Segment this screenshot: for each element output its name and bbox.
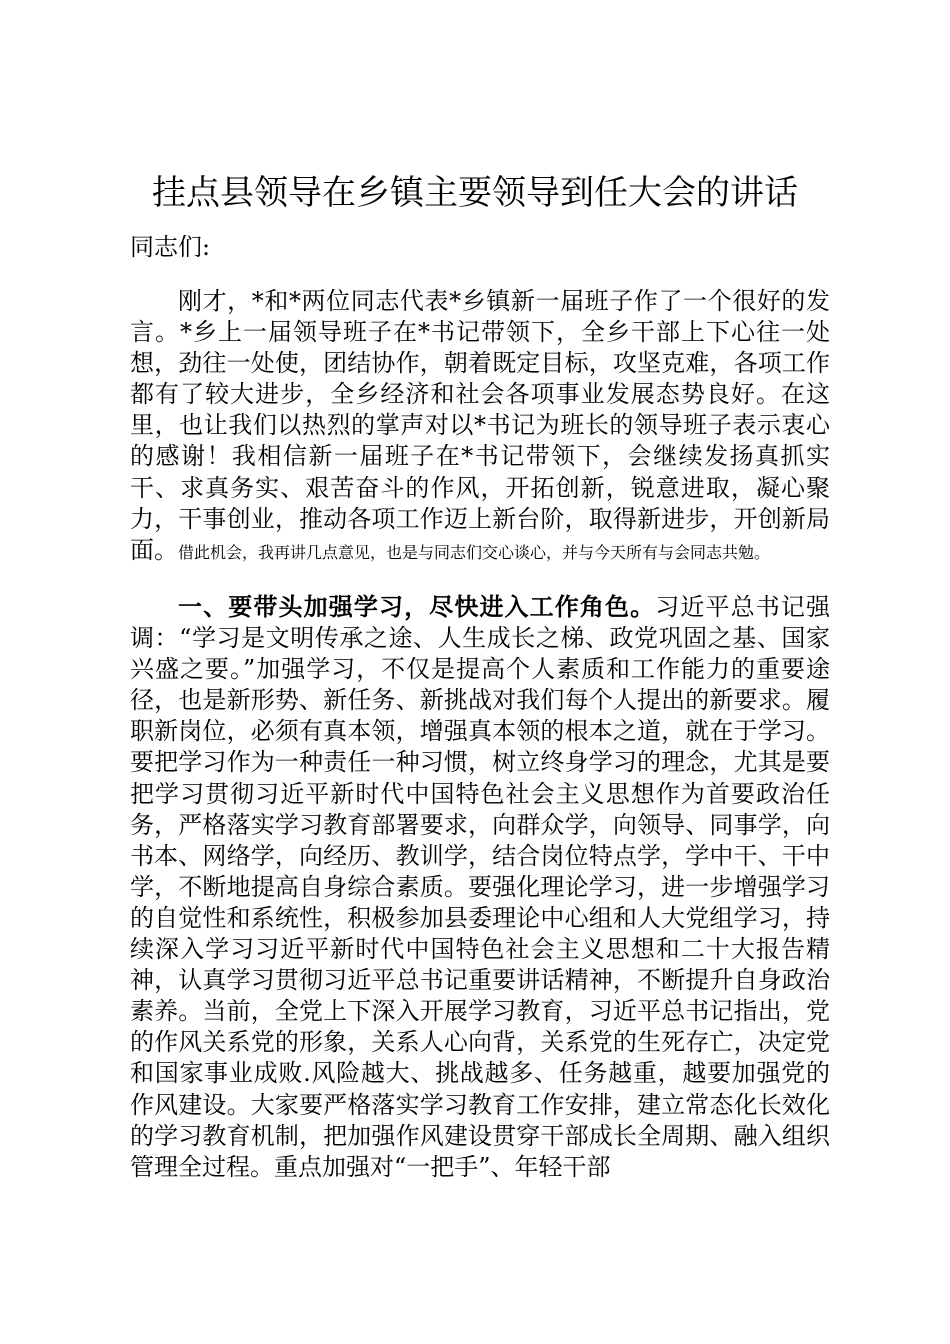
paragraph-opening: [130, 286, 830, 568]
section-one-heading: 一、要带头加强学习，尽快进入工作角色。: [178, 592, 656, 621]
section-one-body: 习近平总书记强调：“学习是文明传承之途、人生成长之梯、政党巩固之基、国家兴盛之要。”加强学习，不仅是提高个人素质和工作能力的重要途径，也是新形势、新任务、新挑战对我们每个人提出的新要求。履职新岗位，必须有真本领，增强真本领的根本之道，就在于学习。要把学习作为一种责任一种习惯，树立终身学习的理念，尤其是要把学习贯彻习近平新时代中国特色社会主义思想作为首要政治任务，严格落实学习教育部署要求，向群众学，向领导、同事学，向书本、网络学，向经历、教训学，结合岗位特点学，学中干、干中学，不断地提高自身综合素质。要强化理论学习，进一步增强学习的自觉性和系统性，积极参加县委理论中心组和人大党组学习，持续深入学习习近平新时代中国特色社会主义思想和二十大报告精神，认真学习贯彻习近平总书记重要讲话精神，不断提升自身政治素养。当前，全党上下深入开展学习教育，习近平总书记指出，党的作风关系党的形象，关系人心向背，关系党的生死存亡，决定党和国家事业成败.风险越大、挑战越多、任务越重，越要加强党的作风建设。大家要严格落实学习教育工作安排，建立常态化长效化的学习教育机制，把加强作风建设贯穿干部成长全周期、融入组织管理全过程。重点加强对“一把手”、年轻干部: [130, 593, 831, 1181]
paragraph-section-one: [130, 591, 830, 1183]
paragraph-opening-aside: 借此机会，我再讲几点意见，也是与同志们交心谈心，并与今天所有与会同志共勉。: [178, 542, 771, 562]
salutation: 同志们:: [130, 233, 211, 261]
document-title: 挂点县领导在乡镇主要领导到任大会的讲话: [152, 173, 798, 213]
paragraph-opening-main: 刚才，*和*两位同志代表*乡镇新一届班子作了一个很好的发言。*乡上一届领导班子在*书记带领下，全乡干部上下心往一处想，劲往一处使，团结协作，朝着既定目标，攻坚克难，各项工作都有了较大进步，全乡经济和社会各项事业发展态势良好。在这里，也让我们以热烈的掌声对以*书记为班长的领导班子表示衷心的感谢！我相信新一届班子在*书记带领下，会继续发扬真抓实干、求真务实、艰苦奋斗的作风，开拓创新，锐意进取，凝心聚力，干事创业，推动各项工作迈上新台阶，取得新进步，开创新局面。: [130, 287, 830, 564]
